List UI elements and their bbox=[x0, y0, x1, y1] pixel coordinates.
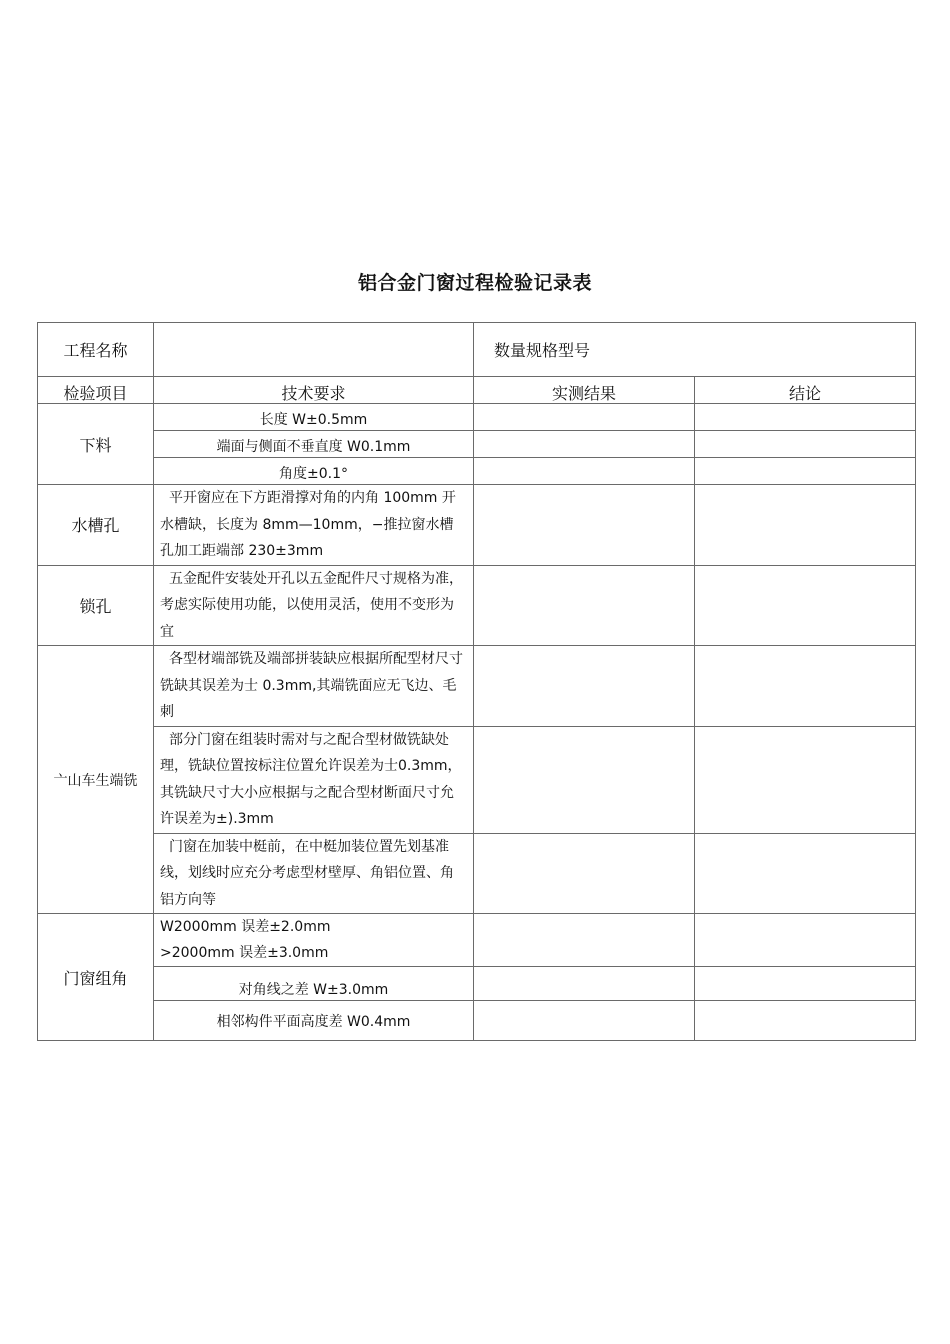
requirement-cell bbox=[154, 646, 474, 727]
table-row bbox=[38, 833, 916, 914]
requirement-text: 门窗在加装中梃前，在中梃加装位置先划基准线，划线时应充分考虑型材壁厚、角铝位置、角铝方向等 bbox=[160, 838, 454, 908]
conclusion-cell bbox=[695, 646, 916, 727]
item-frame-corner-joining: 门窗组角 bbox=[38, 914, 154, 1041]
requirement-cell: 相邻构件平面高度差 W0.4mm bbox=[154, 1001, 474, 1041]
result-cell bbox=[474, 458, 695, 485]
result-cell bbox=[474, 914, 695, 967]
requirement-cell bbox=[154, 833, 474, 914]
requirement-cell: 长度 W±0.5mm bbox=[154, 404, 474, 431]
table-row bbox=[38, 1001, 916, 1041]
result-cell bbox=[474, 404, 695, 431]
conclusion-cell bbox=[695, 833, 916, 914]
table-row bbox=[38, 565, 916, 646]
result-cell bbox=[474, 485, 695, 566]
requirement-text: 平开窗应在下方距滑撑对角的内角 100mm 开水槽缺，长度为 8mm—10mm，−推拉窗水槽孔加工距端部 230±3mm bbox=[160, 490, 456, 559]
requirement-text: 五金配件安装处开孔以五金配件尺寸规格为准，考虑实际使用功能，以使用灵活，使用不变形为宜 bbox=[160, 570, 463, 640]
table-row bbox=[38, 914, 916, 967]
table-row bbox=[38, 485, 916, 566]
conclusion-cell bbox=[695, 565, 916, 646]
conclusion-cell bbox=[695, 458, 916, 485]
item-cutting: 下料 bbox=[38, 404, 154, 485]
result-cell bbox=[474, 1001, 695, 1041]
requirement-line: W2000mm 误差±2.0mm bbox=[160, 919, 331, 935]
conclusion-cell bbox=[695, 967, 916, 1001]
project-name-value bbox=[154, 323, 474, 377]
project-name-label: 工程名称 bbox=[38, 323, 154, 377]
conclusion-cell bbox=[695, 914, 916, 967]
column-header-item: 检验项目 bbox=[38, 377, 154, 404]
column-header-row bbox=[38, 377, 916, 404]
header-row bbox=[38, 323, 916, 377]
result-cell bbox=[474, 565, 695, 646]
requirement-text: 部分门窗在组装时需对与之配合型材做铣缺处理，铣缺位置按标注位置允许误差为士0.3mm，其铣缺尺寸大小应根据与之配合型材断面尺寸允许误差为±).3mm bbox=[160, 731, 462, 827]
requirement-cell bbox=[154, 485, 474, 566]
column-header-requirement: 技术要求 bbox=[154, 377, 474, 404]
page-title: 铝合金门窗过程检验记录表 bbox=[357, 272, 592, 294]
requirement-cell: 对角线之差 W±3.0mm bbox=[154, 967, 474, 1001]
requirement-line: >2000mm 误差±3.0mm bbox=[160, 945, 329, 961]
spec-label: 数量规格型号 bbox=[474, 323, 916, 377]
table-row bbox=[38, 458, 916, 485]
item-end-milling: 亠山车生端铣 bbox=[38, 646, 154, 914]
inspection-record-table bbox=[37, 322, 916, 1041]
item-drain-hole: 水槽孔 bbox=[38, 485, 154, 566]
conclusion-cell bbox=[695, 726, 916, 833]
requirement-text: 各型材端部铣及端部拼装缺应根据所配型材尺寸铣缺其误差为士 0.3mm,其端铣面应无飞边、毛刺 bbox=[160, 651, 463, 720]
result-cell bbox=[474, 646, 695, 727]
result-cell bbox=[474, 967, 695, 1001]
conclusion-cell bbox=[695, 1001, 916, 1041]
result-cell bbox=[474, 833, 695, 914]
item-lock-hole: 锁孔 bbox=[38, 565, 154, 646]
table-row bbox=[38, 404, 916, 431]
table-row bbox=[38, 431, 916, 458]
requirement-cell bbox=[154, 565, 474, 646]
result-cell bbox=[474, 726, 695, 833]
requirement-cell: 角度±0.1° bbox=[154, 458, 474, 485]
table-row bbox=[38, 646, 916, 727]
conclusion-cell bbox=[695, 431, 916, 458]
requirement-cell: 端面与侧面不垂直度 W0.1mm bbox=[154, 431, 474, 458]
column-header-result: 实测结果 bbox=[474, 377, 695, 404]
result-cell bbox=[474, 431, 695, 458]
requirement-cell bbox=[154, 726, 474, 833]
column-header-conclusion: 结论 bbox=[695, 377, 916, 404]
table-row bbox=[38, 967, 916, 1001]
conclusion-cell bbox=[695, 485, 916, 566]
conclusion-cell bbox=[695, 404, 916, 431]
requirement-cell bbox=[154, 914, 474, 967]
table-row bbox=[38, 726, 916, 833]
